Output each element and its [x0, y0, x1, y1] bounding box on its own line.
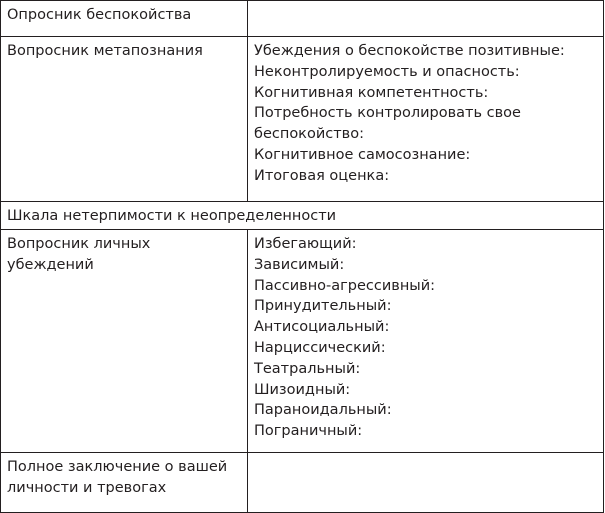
conclusion-cell-empty	[248, 453, 604, 513]
subscale-item: Избегающий:	[254, 236, 357, 252]
subscale-list-cell	[248, 230, 604, 453]
subscale-item: Театральный:	[254, 360, 361, 377]
row-label-cell	[1, 1, 248, 37]
row-label: Вопросник личных убеждений	[7, 236, 151, 273]
table-row-personal-beliefs-questionnaire	[1, 230, 604, 453]
subscale-item: Неконтролируемость и опасность:	[254, 63, 520, 80]
table-row-metacognition-questionnaire	[1, 37, 604, 202]
row-label-cell	[1, 230, 248, 453]
subscale-item: Пограничный:	[254, 423, 363, 440]
row-label: Опросник беспокойства	[7, 7, 192, 23]
subscale-list-cell	[248, 37, 604, 202]
row-label: Вопросник метапознания	[7, 43, 203, 59]
subscale-item: Итоговая оценка:	[254, 167, 390, 184]
table-row-uncertainty-intolerance-scale	[1, 202, 604, 230]
row-label: Полное заключение о вашей личности и тревогах	[7, 459, 228, 496]
subscale-item: Убеждения о беспокойстве позитивные:	[254, 43, 565, 59]
subscale-item: Параноидальный:	[254, 402, 392, 419]
subscale-item: Шизоидный:	[254, 381, 351, 398]
score-cell-empty	[248, 1, 604, 37]
row-label-cell	[1, 453, 248, 513]
subscale-item: Пассивно-агрессивный:	[254, 277, 436, 294]
row-label-cell	[1, 37, 248, 202]
subscale-item: Антисоциальный:	[254, 319, 390, 336]
table-row-worry-questionnaire	[1, 1, 604, 37]
row-label-cell-full-width	[1, 202, 604, 230]
subscale-item: Нарциссический:	[254, 339, 386, 356]
subscale-item: Принудительный:	[254, 298, 392, 315]
subscale-item: Зависимый:	[254, 256, 345, 273]
subscale-item: Когнитивное самосознание:	[254, 146, 471, 163]
table-row-full-conclusion	[1, 453, 604, 513]
subscale-item: Потребность контролировать свое беспокойство:	[254, 105, 521, 143]
row-label: Шкала нетерпимости к неопределенности	[7, 208, 337, 224]
subscale-item: Когнитивная компетентность:	[254, 84, 489, 101]
